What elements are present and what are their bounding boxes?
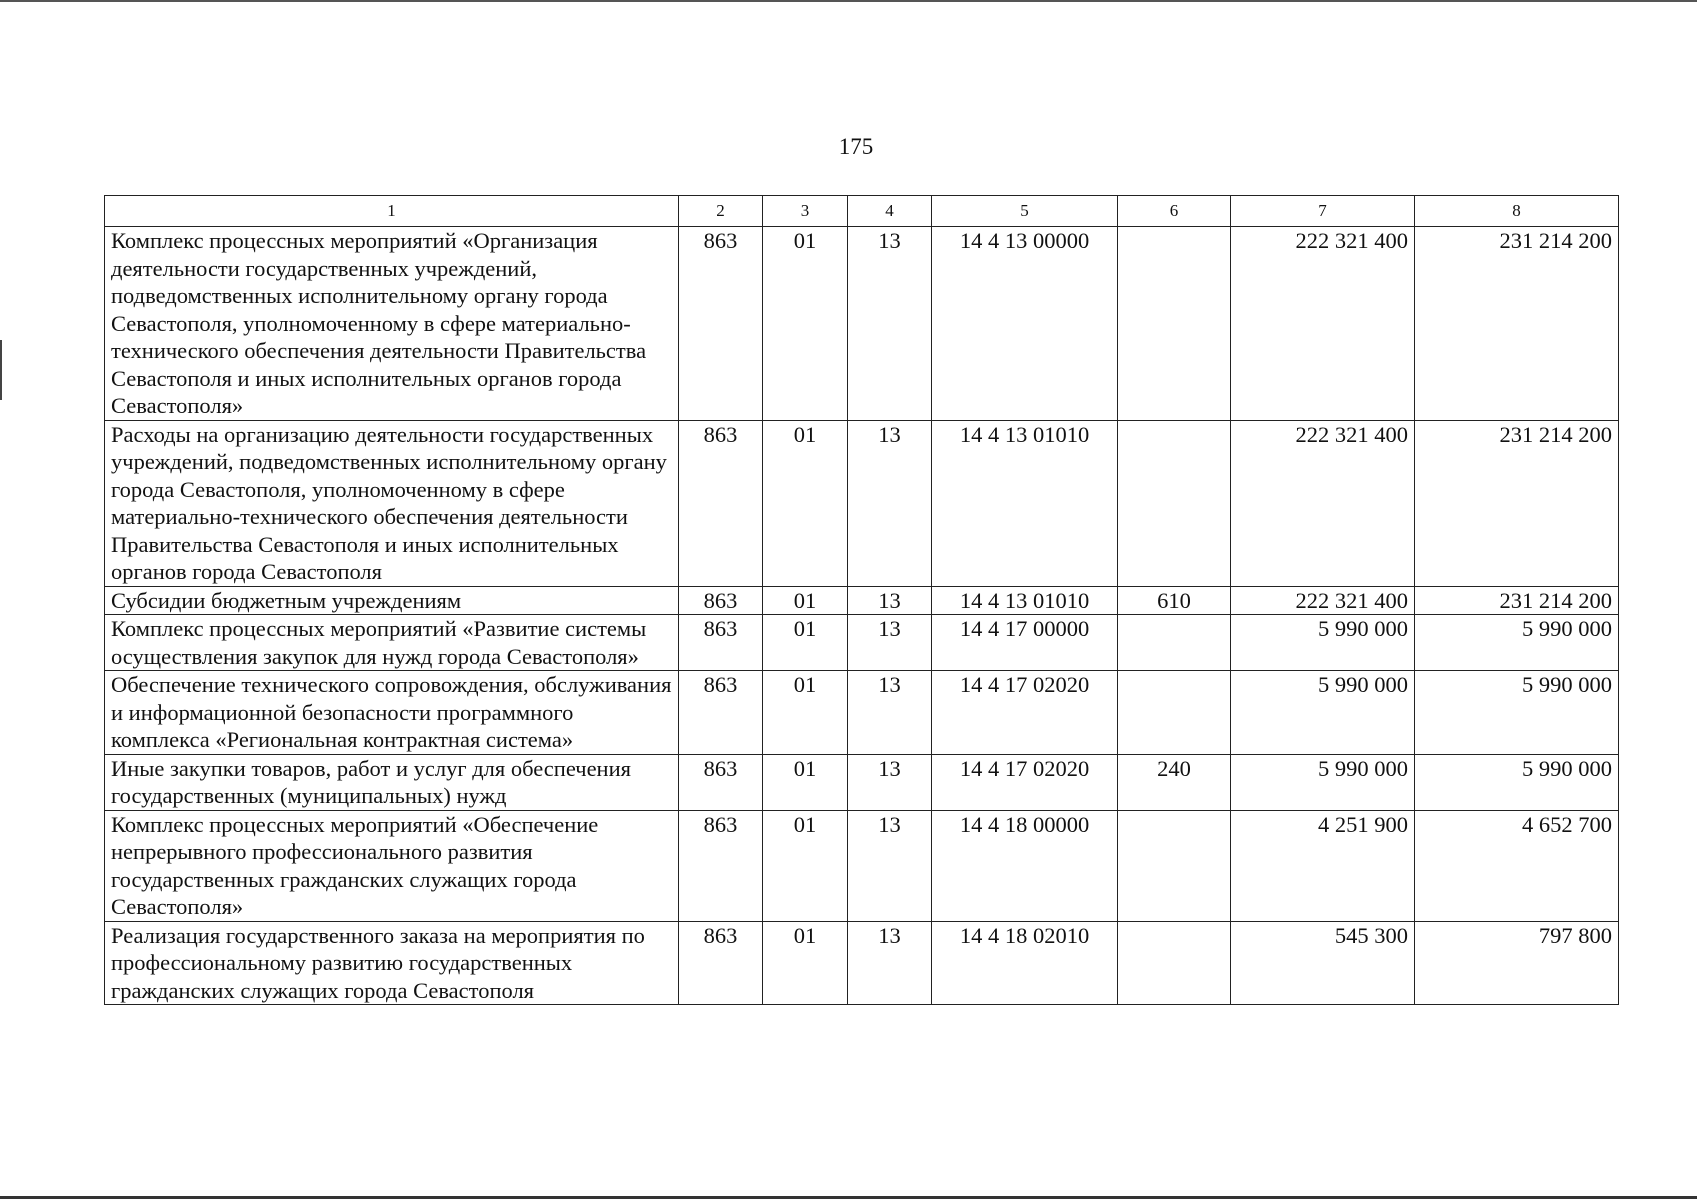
target-article-code: 14 4 13 00000 bbox=[932, 227, 1118, 421]
amount-col-7: 4 251 900 bbox=[1231, 810, 1415, 921]
subsection-code: 13 bbox=[848, 615, 932, 671]
expense-name: Субсидии бюджетным учреждениям bbox=[105, 586, 679, 615]
column-header: 5 bbox=[932, 196, 1118, 227]
section-code: 01 bbox=[763, 227, 848, 421]
expense-name: Иные закупки товаров, работ и услуг для обеспечения государственных (муниципальных) нужд bbox=[105, 754, 679, 810]
expense-name: Обеспечение технического сопровождения, обслуживания и информационной безопасности программного комплекса «Региональная контрактная система» bbox=[105, 671, 679, 755]
table-row bbox=[105, 921, 1619, 1005]
table-row bbox=[105, 586, 1619, 615]
budget-table bbox=[104, 195, 1619, 1005]
subsection-code: 13 bbox=[848, 921, 932, 1005]
ministry-code: 863 bbox=[679, 810, 763, 921]
subsection-code: 13 bbox=[848, 671, 932, 755]
subsection-code: 13 bbox=[848, 420, 932, 586]
target-article-code: 14 4 17 02020 bbox=[932, 671, 1118, 755]
expense-name: Комплекс процессных мероприятий «Развитие системы осуществления закупок для нужд города Севастополя» bbox=[105, 615, 679, 671]
amount-col-7: 222 321 400 bbox=[1231, 420, 1415, 586]
ministry-code: 863 bbox=[679, 754, 763, 810]
scan-edge-top bbox=[0, 0, 1697, 2]
expense-type-code bbox=[1118, 671, 1231, 755]
ministry-code: 863 bbox=[679, 615, 763, 671]
expense-name: Реализация государственного заказа на мероприятия по профессиональному развитию государственных гражданских служащих города Севастополя bbox=[105, 921, 679, 1005]
ministry-code: 863 bbox=[679, 420, 763, 586]
subsection-code: 13 bbox=[848, 227, 932, 421]
column-header: 1 bbox=[105, 196, 679, 227]
expense-type-code bbox=[1118, 615, 1231, 671]
expense-type-code bbox=[1118, 921, 1231, 1005]
amount-col-7: 222 321 400 bbox=[1231, 586, 1415, 615]
amount-col-8: 5 990 000 bbox=[1415, 671, 1619, 755]
table-row bbox=[105, 810, 1619, 921]
column-number-row bbox=[105, 196, 1619, 227]
ministry-code: 863 bbox=[679, 921, 763, 1005]
page-number: 175 bbox=[838, 134, 874, 159]
target-article-code: 14 4 13 01010 bbox=[932, 420, 1118, 586]
amount-col-7: 5 990 000 bbox=[1231, 615, 1415, 671]
amount-col-7: 545 300 bbox=[1231, 921, 1415, 1005]
expense-name: Комплекс процессных мероприятий «Организация деятельности государственных учреждений, подведомственных исполнительному органу города Севастополя, уполномоченному в сфере материально-технического обеспечения деятельности Правительства Севастополя и иных исполнительных органов города Севастополя» bbox=[105, 227, 679, 421]
table-row bbox=[105, 420, 1619, 586]
amount-col-7: 5 990 000 bbox=[1231, 671, 1415, 755]
amount-col-8: 231 214 200 bbox=[1415, 227, 1619, 421]
column-header: 6 bbox=[1118, 196, 1231, 227]
amount-col-7: 222 321 400 bbox=[1231, 227, 1415, 421]
column-header: 3 bbox=[763, 196, 848, 227]
section-code: 01 bbox=[763, 671, 848, 755]
expense-name: Комплекс процессных мероприятий «Обеспечение непрерывного профессионального развития государственных гражданских служащих города Севастополя» bbox=[105, 810, 679, 921]
ministry-code: 863 bbox=[679, 227, 763, 421]
amount-col-8: 231 214 200 bbox=[1415, 420, 1619, 586]
expense-name: Расходы на организацию деятельности государственных учреждений, подведомственных исполнительному органу города Севастополя, уполномоченному в сфере материально-технического обеспечения деятельности Правительства Севастополя и иных исполнительных органов города Севастополя bbox=[105, 420, 679, 586]
expense-type-code bbox=[1118, 227, 1231, 421]
expense-type-code: 610 bbox=[1118, 586, 1231, 615]
ministry-code: 863 bbox=[679, 586, 763, 615]
section-code: 01 bbox=[763, 921, 848, 1005]
expense-type-code bbox=[1118, 810, 1231, 921]
scan-edge-left bbox=[0, 340, 2, 400]
amount-col-8: 231 214 200 bbox=[1415, 586, 1619, 615]
target-article-code: 14 4 17 00000 bbox=[932, 615, 1118, 671]
table-row bbox=[105, 754, 1619, 810]
target-article-code: 14 4 17 02020 bbox=[932, 754, 1118, 810]
amount-col-7: 5 990 000 bbox=[1231, 754, 1415, 810]
section-code: 01 bbox=[763, 586, 848, 615]
table-row bbox=[105, 671, 1619, 755]
subsection-code: 13 bbox=[848, 810, 932, 921]
column-header: 4 bbox=[848, 196, 932, 227]
target-article-code: 14 4 13 01010 bbox=[932, 586, 1118, 615]
section-code: 01 bbox=[763, 420, 848, 586]
ministry-code: 863 bbox=[679, 671, 763, 755]
target-article-code: 14 4 18 02010 bbox=[932, 921, 1118, 1005]
amount-col-8: 5 990 000 bbox=[1415, 754, 1619, 810]
expense-type-code: 240 bbox=[1118, 754, 1231, 810]
subsection-code: 13 bbox=[848, 586, 932, 615]
section-code: 01 bbox=[763, 615, 848, 671]
amount-col-8: 797 800 bbox=[1415, 921, 1619, 1005]
column-header: 8 bbox=[1415, 196, 1619, 227]
scan-edge-bottom bbox=[0, 1196, 1697, 1199]
target-article-code: 14 4 18 00000 bbox=[932, 810, 1118, 921]
column-header: 2 bbox=[679, 196, 763, 227]
table-row bbox=[105, 227, 1619, 421]
amount-col-8: 5 990 000 bbox=[1415, 615, 1619, 671]
subsection-code: 13 bbox=[848, 754, 932, 810]
expense-type-code bbox=[1118, 420, 1231, 586]
column-header: 7 bbox=[1231, 196, 1415, 227]
section-code: 01 bbox=[763, 754, 848, 810]
amount-col-8: 4 652 700 bbox=[1415, 810, 1619, 921]
section-code: 01 bbox=[763, 810, 848, 921]
table-row bbox=[105, 615, 1619, 671]
